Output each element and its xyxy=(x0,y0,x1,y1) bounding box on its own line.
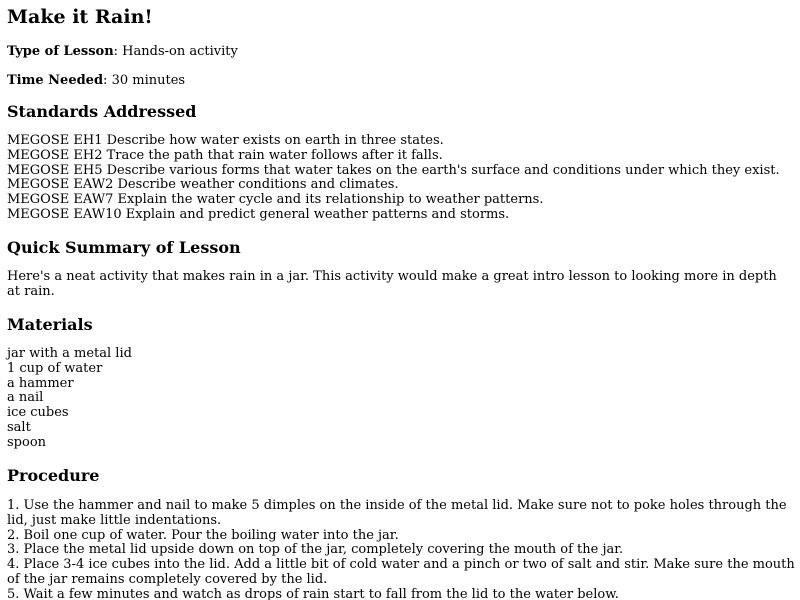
material-item: salt xyxy=(7,419,31,435)
standards-list xyxy=(7,134,795,223)
page-title: Make it Rain! xyxy=(7,6,153,28)
procedure-step: 4. Place 3-4 ice cubes into the lid. Add a little bit of cold water and a pinch or two of salt and stir. Make sure the mouth of the jar remains completely covered by the lid. xyxy=(7,557,795,587)
procedure-list xyxy=(7,499,797,600)
procedure-step: 3. Place the metal lid upside down on top of the jar, completely covering the mouth of the jar. xyxy=(7,542,624,558)
standard-item: MEGOSE EAW7 Explain the water cycle and its relationship to weather patterns. xyxy=(7,192,544,208)
materials-heading: Materials xyxy=(7,315,93,334)
time-needed-label: Time Needed xyxy=(7,73,104,88)
standards-heading: Standards Addressed xyxy=(7,102,197,121)
material-item: a hammer xyxy=(7,375,74,391)
lesson-type-value: Hands-on activity xyxy=(122,44,238,59)
standard-item: MEGOSE EH1 Describe how water exists on earth in three states. xyxy=(7,133,444,148)
lesson-type-label: Type of Lesson xyxy=(7,44,114,59)
standard-item: MEGOSE EAW10 Explain and predict general weather patterns and storms. xyxy=(7,206,510,222)
time-needed-row: Time Needed: 30 minutes xyxy=(7,73,186,88)
procedure-step: 5. Wait a few minutes and watch as drops of rain start to fall from the lid to the water below. xyxy=(7,586,619,600)
material-item: ice cubes xyxy=(7,405,69,421)
standard-item: MEGOSE EAW2 Describe weather conditions and climates. xyxy=(7,177,399,193)
lesson-type-row: Type of Lesson: Hands-on activity xyxy=(7,44,238,59)
material-item: jar with a metal lid xyxy=(7,346,132,361)
procedure-heading: Procedure xyxy=(7,466,100,485)
material-item: a nail xyxy=(7,390,44,406)
material-item: 1 cup of water xyxy=(7,360,103,376)
time-needed-value: 30 minutes xyxy=(111,73,186,88)
summary-heading: Quick Summary of Lesson xyxy=(7,238,241,257)
standard-item: MEGOSE EH5 Describe various forms that water takes on the earth's surface and conditions under which they exist. xyxy=(7,162,780,178)
procedure-step: 1. Use the hammer and nail to make 5 dimples on the inside of the metal lid. Make sure not to poke holes through the lid, just make little indentations. xyxy=(7,498,787,528)
standard-item: MEGOSE EH2 Trace the path that rain water follows after it falls. xyxy=(7,147,443,163)
materials-list xyxy=(7,347,795,451)
procedure-step: 2. Boil one cup of water. Pour the boiling water into the jar. xyxy=(7,527,399,543)
material-item: spoon xyxy=(7,434,47,450)
summary-text: Here's a neat activity that makes rain in a jar. This activity would make a great intro lesson to looking more in depth at rain. xyxy=(7,269,777,299)
